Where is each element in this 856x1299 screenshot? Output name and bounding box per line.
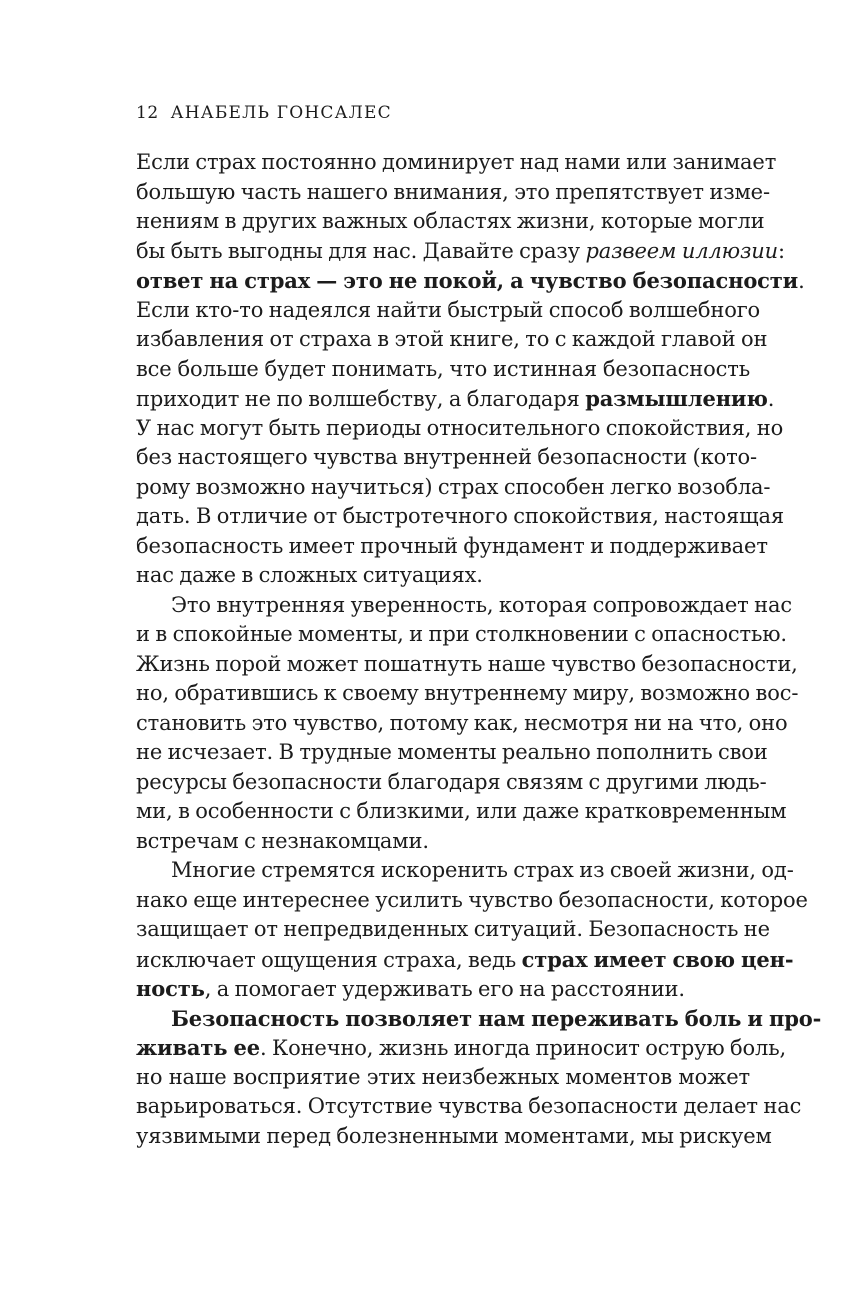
text-segment: и в спокойные моменты, и при столкновении с опасностью. xyxy=(136,622,787,646)
text-line xyxy=(136,266,805,296)
paragraph xyxy=(136,148,805,591)
text-line xyxy=(136,915,770,945)
bold-text: размышлению xyxy=(585,386,768,411)
text-line xyxy=(136,384,775,414)
text-line xyxy=(136,502,784,532)
page-number: 12 xyxy=(136,103,159,123)
text-line xyxy=(136,325,768,355)
text-line xyxy=(136,1063,750,1093)
text-segment: варьироваться. Отсутствие чувства безопасности делает нас xyxy=(136,1094,802,1118)
text-line xyxy=(136,473,771,503)
text-line xyxy=(136,650,798,680)
text-line xyxy=(136,1004,822,1034)
text-segment: Если страх постоянно доминирует над нами или занимает xyxy=(136,150,777,174)
text-segment: нако еще интереснее усилить чувство безопасности, которое xyxy=(136,887,808,912)
bold-text: страх имеет свою цен- xyxy=(521,946,794,972)
text-segment: . Конечно, жизнь иногда приносит острую боль, xyxy=(259,1036,787,1060)
text-segment: приходит не по волшебству, а благодаря xyxy=(136,387,586,411)
text-segment: защищает от непредвиденных ситуаций. Безопасность не xyxy=(136,917,770,941)
text-segment: нениям в других важных областях жизни, которые могли xyxy=(136,209,765,233)
bold-text: ответ на страх — это не покой, а чувство безопасности xyxy=(136,268,799,293)
text-segment: бы быть выгодны для нас. Давайте сразу xyxy=(136,238,586,263)
text-segment: безопасность имеет прочный фундамент и поддерживает xyxy=(136,533,768,558)
text-line xyxy=(136,532,768,562)
text-line xyxy=(136,1092,802,1122)
text-segment: : xyxy=(778,238,785,263)
text-line xyxy=(136,1033,787,1063)
running-head xyxy=(136,101,392,125)
text-segment: рому возможно научиться) страх способен легко возобла- xyxy=(136,474,771,499)
text-segment: нас даже в сложных ситуациях. xyxy=(136,563,483,587)
text-line xyxy=(136,768,767,798)
text-segment: но наше восприятие этих неизбежных моментов может xyxy=(136,1064,750,1089)
text-segment: , а помогает удерживать его на расстоянии. xyxy=(204,977,685,1001)
text-segment: Многие стремятся искоренить страх из своей жизни, од- xyxy=(171,858,794,882)
author-name: АНАБЕЛЬ ГОНСАЛЕС xyxy=(170,103,392,123)
text-segment: Это внутренняя уверенность, которая сопровождает нас xyxy=(171,592,792,617)
text-segment: встречам с незнакомцами. xyxy=(136,828,429,853)
text-line xyxy=(136,886,808,916)
text-segment: ми, в особенности с близкими, или даже кратковременным xyxy=(136,799,787,823)
paragraph xyxy=(136,856,808,1004)
body-text xyxy=(136,148,822,1151)
text-segment: все больше будет понимать, что истинная безопасность xyxy=(136,356,750,381)
bold-text: ность xyxy=(136,976,205,1001)
text-line xyxy=(136,945,794,975)
text-line xyxy=(136,709,788,739)
text-line xyxy=(136,738,768,768)
text-segment: . xyxy=(767,387,775,411)
text-segment: ресурсы безопасности благодаря связям с другими людь- xyxy=(136,769,767,794)
text-segment: . xyxy=(798,269,805,293)
text-line xyxy=(136,827,750,857)
text-segment: становить это чувство, потому как, несмотря ни на что, оно xyxy=(136,710,788,735)
text-line xyxy=(136,207,765,237)
text-line xyxy=(136,797,787,827)
text-line xyxy=(136,414,784,444)
text-line xyxy=(136,148,777,178)
italic-text: развеем иллюзии xyxy=(585,238,779,263)
bold-text: живать ее xyxy=(136,1035,260,1060)
text-line xyxy=(136,443,757,473)
text-line xyxy=(136,620,787,650)
text-line xyxy=(136,178,770,208)
text-line xyxy=(136,1122,772,1152)
text-line xyxy=(136,561,750,591)
text-line xyxy=(136,679,799,709)
text-segment: У нас могут быть периоды относительного спокойствия, но xyxy=(136,415,784,440)
paragraph xyxy=(136,1004,822,1152)
text-segment: Если кто-то надеялся найти быстрый способ волшебного xyxy=(136,297,761,322)
text-segment: Жизнь порой может пошатнуть наше чувство безопасности, xyxy=(136,651,798,676)
text-line xyxy=(136,974,750,1004)
bold-text: Безопасность позволяет нам переживать боль и про- xyxy=(171,1005,822,1031)
text-line xyxy=(136,856,794,886)
text-segment: но, обратившись к своему внутреннему миру, возможно вос- xyxy=(136,681,799,705)
text-segment: не исчезает. В трудные моменты реально пополнить свои xyxy=(136,740,768,764)
text-line xyxy=(136,237,785,267)
text-segment: исключает ощущения страха, ведь xyxy=(136,947,522,972)
text-line xyxy=(136,355,750,385)
text-line xyxy=(136,591,792,621)
text-segment: без настоящего чувства внутренней безопасности (кото- xyxy=(136,445,757,469)
text-segment: большую часть нашего внимания, это препятствует изме- xyxy=(136,179,770,204)
text-line xyxy=(136,296,761,326)
text-segment: избавления от страха в этой книге, то с каждой главой он xyxy=(136,327,768,351)
text-segment: дать. В отличие от быстротечного спокойствия, настоящая xyxy=(136,504,784,528)
text-segment: уязвимыми перед болезненными моментами, мы рискуем xyxy=(136,1123,772,1148)
paragraph xyxy=(136,591,799,857)
